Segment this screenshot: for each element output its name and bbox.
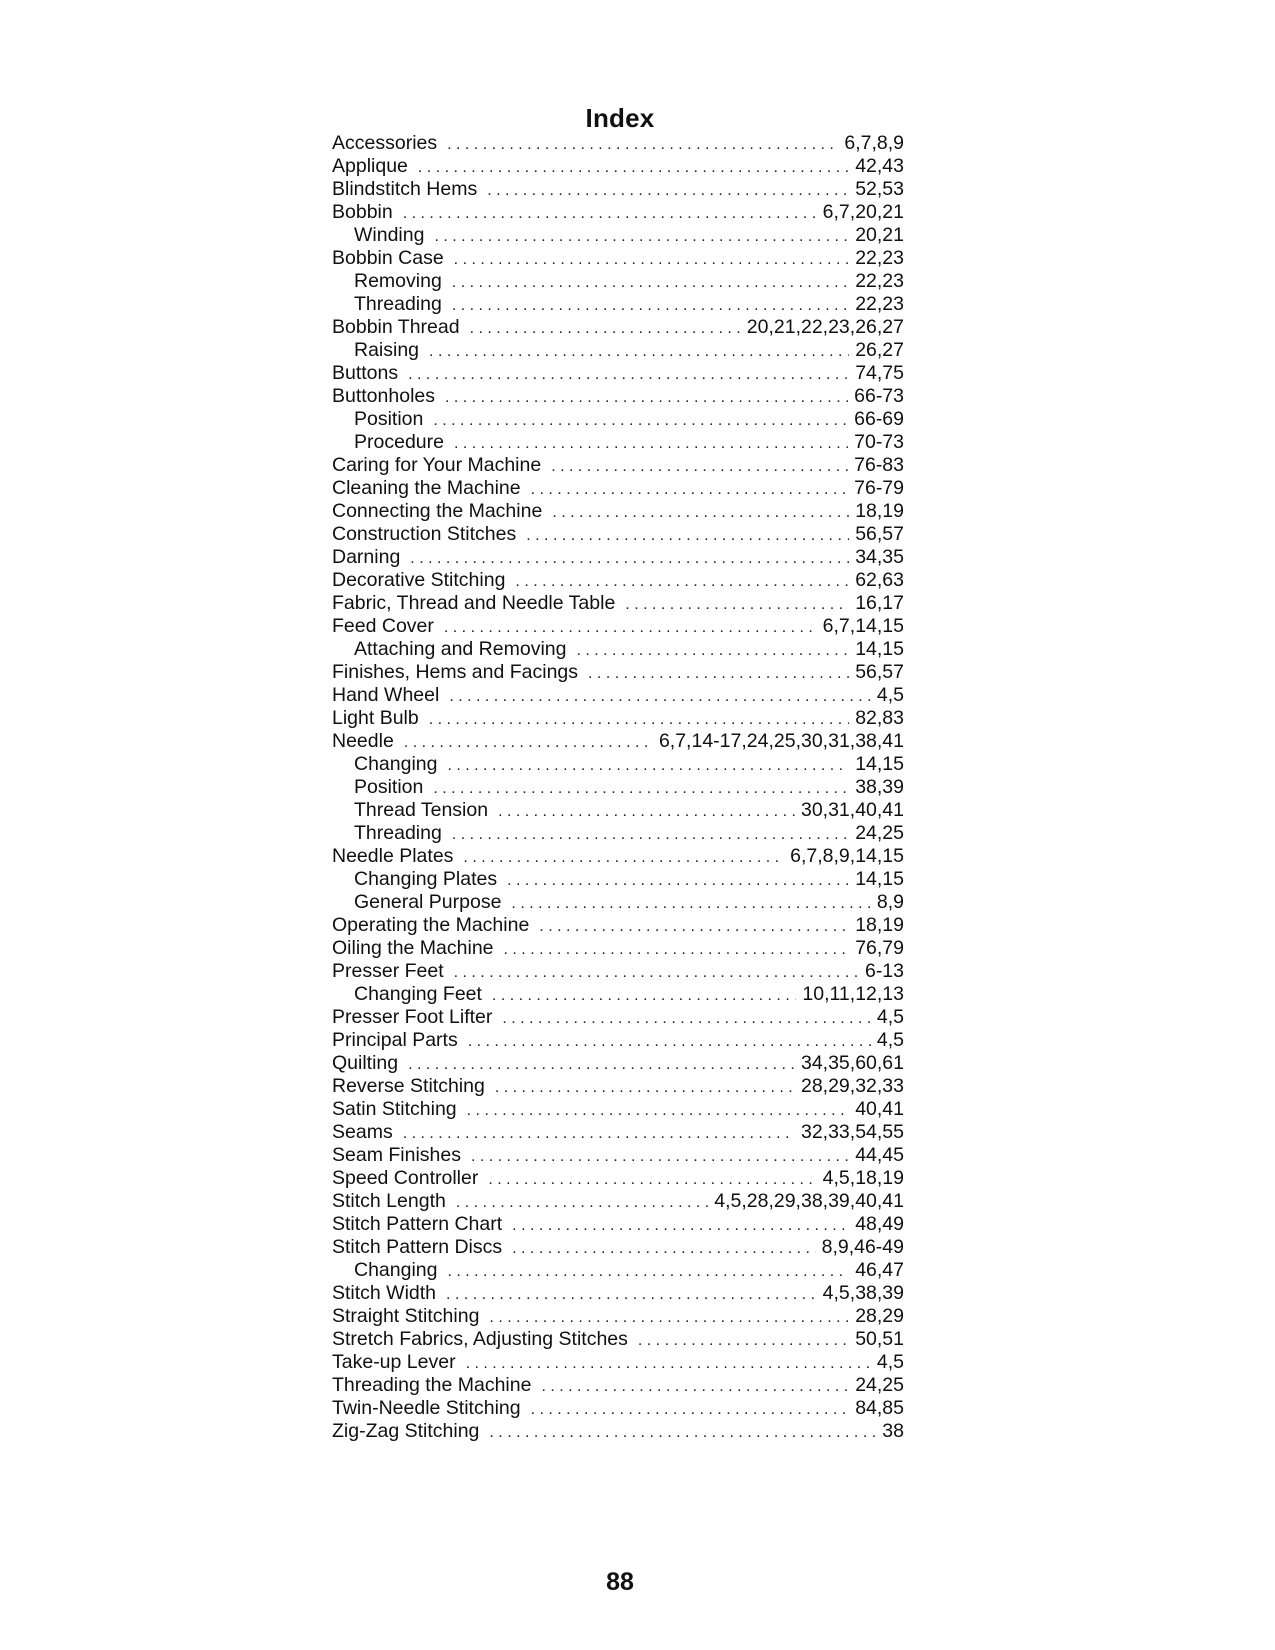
- index-pages: 20,21: [855, 224, 904, 246]
- dot-leader: [515, 570, 849, 593]
- index-entry: [332, 1075, 904, 1098]
- index-term: Oiling the Machine: [332, 937, 494, 959]
- index-pages: 4,5,28,29,38,39,40,41: [714, 1190, 904, 1212]
- index-pages: 46,47: [855, 1259, 904, 1281]
- index-term: Needle Plates: [332, 845, 454, 867]
- index-term: Presser Foot Lifter: [332, 1006, 493, 1028]
- dot-leader: [403, 1122, 795, 1145]
- index-term: Buttonholes: [332, 385, 435, 407]
- index-entry: [332, 1144, 904, 1167]
- index-pages: 4,5,18,19: [822, 1167, 904, 1189]
- index-entry: [332, 316, 904, 339]
- index-term: Stitch Pattern Discs: [332, 1236, 503, 1258]
- index-pages: 44,45: [855, 1144, 904, 1166]
- dot-leader: [447, 133, 838, 156]
- dot-leader: [433, 409, 848, 432]
- dot-leader: [454, 961, 859, 984]
- index-list: [332, 132, 904, 1443]
- index-pages: 14,15: [855, 868, 904, 890]
- index-term: Raising: [354, 339, 420, 361]
- index-pages: 30,31,40,41: [800, 799, 904, 821]
- index-entry: [332, 707, 904, 730]
- dot-leader: [576, 639, 849, 662]
- index-term: Accessories: [332, 132, 438, 154]
- dot-leader: [446, 1283, 817, 1306]
- dot-leader: [531, 478, 849, 501]
- dot-leader: [507, 869, 849, 892]
- index-term: Seam Finishes: [332, 1144, 461, 1166]
- index-subentry: [332, 753, 904, 776]
- dot-leader: [588, 662, 849, 685]
- index-entry: [332, 546, 904, 569]
- index-term: Finishes, Hems and Facings: [332, 661, 579, 683]
- index-subentry: [332, 868, 904, 891]
- index-subentry: [332, 799, 904, 822]
- index-pages: 6,7,8,9,14,15: [790, 845, 904, 867]
- dot-leader: [445, 386, 848, 409]
- index-entry: [332, 1121, 904, 1144]
- index-term: Bobbin Case: [332, 247, 444, 269]
- dot-leader: [429, 340, 849, 363]
- index-pages: 66-73: [854, 385, 904, 407]
- dot-leader: [625, 593, 849, 616]
- index-pages: 28,29: [855, 1305, 904, 1327]
- index-pages: 32,33,54,55: [800, 1121, 904, 1143]
- index-term: Seams: [332, 1121, 393, 1143]
- index-pages: 18,19: [855, 500, 904, 522]
- dot-leader: [434, 225, 849, 248]
- index-entry: [332, 362, 904, 385]
- dot-leader: [452, 294, 849, 317]
- index-term: Position: [354, 408, 424, 430]
- index-term: Connecting the Machine: [332, 500, 543, 522]
- index-term: Twin-Needle Stitching: [332, 1397, 521, 1419]
- index-pages: 18,19: [855, 914, 904, 936]
- dot-leader: [492, 984, 797, 1007]
- index-subentry: [332, 339, 904, 362]
- index-entry: [332, 937, 904, 960]
- index-entry: [332, 1351, 904, 1374]
- index-entry: [332, 454, 904, 477]
- dot-leader: [551, 455, 848, 478]
- index-pages: 40,41: [855, 1098, 904, 1120]
- index-pages: 6,7,20,21: [822, 201, 904, 223]
- dot-leader: [489, 1306, 849, 1329]
- index-pages: 20,21,22,23,26,27: [746, 316, 904, 338]
- dot-leader: [452, 823, 849, 846]
- index-term: Position: [354, 776, 424, 798]
- dot-leader: [504, 938, 850, 961]
- index-term: Changing Plates: [354, 868, 498, 890]
- index-pages: 22,23: [855, 293, 904, 315]
- index-term: Fabric, Thread and Needle Table: [332, 592, 616, 614]
- index-subentry: [332, 408, 904, 431]
- index-entry: [332, 914, 904, 937]
- index-term: Take-up Lever: [332, 1351, 456, 1373]
- index-entry: [332, 1328, 904, 1351]
- dot-leader: [454, 432, 848, 455]
- dot-leader: [454, 248, 850, 271]
- index-pages: 6,7,14-17,24,25,30,31,38,41: [658, 730, 904, 752]
- dot-leader: [447, 1260, 849, 1283]
- index-pages: 4,5: [876, 1351, 904, 1373]
- index-term: Bobbin: [332, 201, 393, 223]
- dot-leader: [511, 892, 870, 915]
- dot-leader: [498, 800, 795, 823]
- index-term: Threading: [354, 822, 442, 844]
- dot-leader: [433, 777, 849, 800]
- dot-leader: [456, 1191, 708, 1214]
- index-subentry: [332, 822, 904, 845]
- index-entry: [332, 1305, 904, 1328]
- dot-leader: [531, 1398, 850, 1421]
- index-subentry: [332, 776, 904, 799]
- index-entry: [332, 500, 904, 523]
- index-term: Applique: [332, 155, 408, 177]
- index-pages: 22,23: [855, 247, 904, 269]
- index-pages: 8,9,46-49: [821, 1236, 904, 1258]
- index-pages: 52,53: [855, 178, 904, 200]
- dot-leader: [502, 1007, 871, 1030]
- index-entry: [332, 1282, 904, 1305]
- index-term: Removing: [354, 270, 442, 292]
- index-subentry: [332, 431, 904, 454]
- index-entry: [332, 201, 904, 224]
- index-term: Changing: [354, 1259, 438, 1281]
- index-term: Decorative Stitching: [332, 569, 506, 591]
- index-term: Cleaning the Machine: [332, 477, 521, 499]
- dot-leader: [404, 731, 653, 754]
- index-pages: 10,11,12,13: [802, 983, 904, 1005]
- index-term: General Purpose: [354, 891, 502, 913]
- index-entry: [332, 845, 904, 868]
- index-entry: [332, 132, 904, 155]
- index-term: Feed Cover: [332, 615, 434, 637]
- index-entry: [332, 1236, 904, 1259]
- index-pages: 6,7,8,9: [844, 132, 904, 154]
- index-pages: 48,49: [855, 1213, 904, 1235]
- index-term: Construction Stitches: [332, 523, 517, 545]
- index-pages: 4,5: [876, 1029, 904, 1051]
- index-pages: 56,57: [855, 523, 904, 545]
- index-pages: 66-69: [854, 408, 904, 430]
- dot-leader: [408, 1053, 795, 1076]
- index-term: Hand Wheel: [332, 684, 440, 706]
- index-pages: 38,39: [855, 776, 904, 798]
- index-subentry: [332, 270, 904, 293]
- index-entry: [332, 592, 904, 615]
- index-pages: 76-79: [854, 477, 904, 499]
- dot-leader: [638, 1329, 849, 1352]
- index-entry: [332, 1190, 904, 1213]
- index-pages: 4,5: [876, 1006, 904, 1028]
- index-entry: [332, 1006, 904, 1029]
- index-pages: 4,5,38,39: [822, 1282, 904, 1304]
- index-term: Attaching and Removing: [354, 638, 567, 660]
- index-pages: 56,57: [855, 661, 904, 683]
- index-entry: [332, 569, 904, 592]
- index-entry: [332, 1213, 904, 1236]
- dot-leader: [444, 616, 817, 639]
- index-subentry: [332, 891, 904, 914]
- index-entry: [332, 730, 904, 753]
- index-term: Light Bulb: [332, 707, 419, 729]
- index-entry: [332, 1052, 904, 1075]
- index-pages: 14,15: [855, 638, 904, 660]
- index-pages: 82,83: [855, 707, 904, 729]
- index-entry: [332, 247, 904, 270]
- dot-leader: [526, 524, 849, 547]
- index-subentry: [332, 224, 904, 247]
- dot-leader: [466, 1352, 871, 1375]
- index-entry: [332, 661, 904, 684]
- index-subentry: [332, 983, 904, 1006]
- dot-leader: [539, 915, 849, 938]
- dot-leader: [489, 1421, 876, 1444]
- dot-leader: [447, 754, 849, 777]
- index-pages: 62,63: [855, 569, 904, 591]
- index-subentry: [332, 293, 904, 316]
- index-subentry: [332, 638, 904, 661]
- index-term: Bobbin Thread: [332, 316, 460, 338]
- index-entry: [332, 1098, 904, 1121]
- index-term: Quilting: [332, 1052, 399, 1074]
- index-pages: 76,79: [855, 937, 904, 959]
- dot-leader: [403, 202, 817, 225]
- index-pages: 42,43: [855, 155, 904, 177]
- index-term: Satin Stitching: [332, 1098, 457, 1120]
- index-term: Threading the Machine: [332, 1374, 532, 1396]
- index-term: Zig-Zag Stitching: [332, 1420, 480, 1442]
- index-term: Stitch Length: [332, 1190, 446, 1212]
- index-entry: [332, 523, 904, 546]
- dot-leader: [470, 317, 741, 340]
- index-pages: 24,25: [855, 822, 904, 844]
- dot-leader: [418, 156, 849, 179]
- index-pages: 16,17: [855, 592, 904, 614]
- index-pages: 14,15: [855, 753, 904, 775]
- page-title: Index: [585, 103, 655, 134]
- index-entry: [332, 960, 904, 983]
- index-pages: 34,35: [855, 546, 904, 568]
- index-entry: [332, 477, 904, 500]
- index-term: Changing Feet: [354, 983, 482, 1005]
- index-entry: [332, 684, 904, 707]
- index-term: Procedure: [354, 431, 444, 453]
- index-entry: [332, 1167, 904, 1190]
- index-term: Changing: [354, 753, 438, 775]
- dot-leader: [429, 708, 849, 731]
- dot-leader: [471, 1145, 849, 1168]
- index-term: Threading: [354, 293, 442, 315]
- dot-leader: [467, 1099, 850, 1122]
- index-term: Thread Tension: [354, 799, 489, 821]
- dot-leader: [408, 363, 849, 386]
- index-pages: 24,25: [855, 1374, 904, 1396]
- index-pages: 6,7,14,15: [822, 615, 904, 637]
- page-number: 88: [606, 1568, 634, 1596]
- index-pages: 38: [882, 1420, 904, 1442]
- index-pages: 8,9: [876, 891, 904, 913]
- index-pages: 70-73: [854, 431, 904, 453]
- dot-leader: [552, 501, 849, 524]
- index-term: Darning: [332, 546, 401, 568]
- index-pages: 22,23: [855, 270, 904, 292]
- index-pages: 28,29,32,33: [800, 1075, 904, 1097]
- index-entry: [332, 1420, 904, 1443]
- index-entry: [332, 1397, 904, 1420]
- index-term: Stretch Fabrics, Adjusting Stitches: [332, 1328, 628, 1350]
- dot-leader: [410, 547, 849, 570]
- dot-leader: [488, 1168, 816, 1191]
- index-entry: [332, 178, 904, 201]
- index-term: Straight Stitching: [332, 1305, 480, 1327]
- dot-leader: [452, 271, 849, 294]
- index-entry: [332, 385, 904, 408]
- index-entry: [332, 615, 904, 638]
- index-term: Presser Feet: [332, 960, 444, 982]
- index-term: Caring for Your Machine: [332, 454, 542, 476]
- index-pages: 84,85: [855, 1397, 904, 1419]
- dot-leader: [512, 1237, 815, 1260]
- index-term: Buttons: [332, 362, 399, 384]
- index-term: Stitch Pattern Chart: [332, 1213, 503, 1235]
- index-entry: [332, 1374, 904, 1397]
- dot-leader: [512, 1214, 849, 1237]
- index-pages: 74,75: [855, 362, 904, 384]
- dot-leader: [463, 846, 784, 869]
- index-term: Winding: [354, 224, 425, 246]
- index-term: Speed Controller: [332, 1167, 479, 1189]
- index-term: Reverse Stitching: [332, 1075, 485, 1097]
- index-pages: 6-13: [864, 960, 904, 982]
- index-pages: 50,51: [855, 1328, 904, 1350]
- dot-leader: [487, 179, 849, 202]
- index-term: Principal Parts: [332, 1029, 458, 1051]
- index-entry: [332, 155, 904, 178]
- dot-leader: [541, 1375, 849, 1398]
- index-subentry: [332, 1259, 904, 1282]
- index-term: Stitch Width: [332, 1282, 437, 1304]
- index-term: Needle: [332, 730, 394, 752]
- dot-leader: [449, 685, 871, 708]
- index-term: Operating the Machine: [332, 914, 530, 936]
- index-pages: 76-83: [854, 454, 904, 476]
- dot-leader: [468, 1030, 871, 1053]
- index-pages: 4,5: [876, 684, 904, 706]
- index-entry: [332, 1029, 904, 1052]
- index-term: Blindstitch Hems: [332, 178, 478, 200]
- index-pages: 26,27: [855, 339, 904, 361]
- dot-leader: [495, 1076, 795, 1099]
- index-pages: 34,35,60,61: [800, 1052, 904, 1074]
